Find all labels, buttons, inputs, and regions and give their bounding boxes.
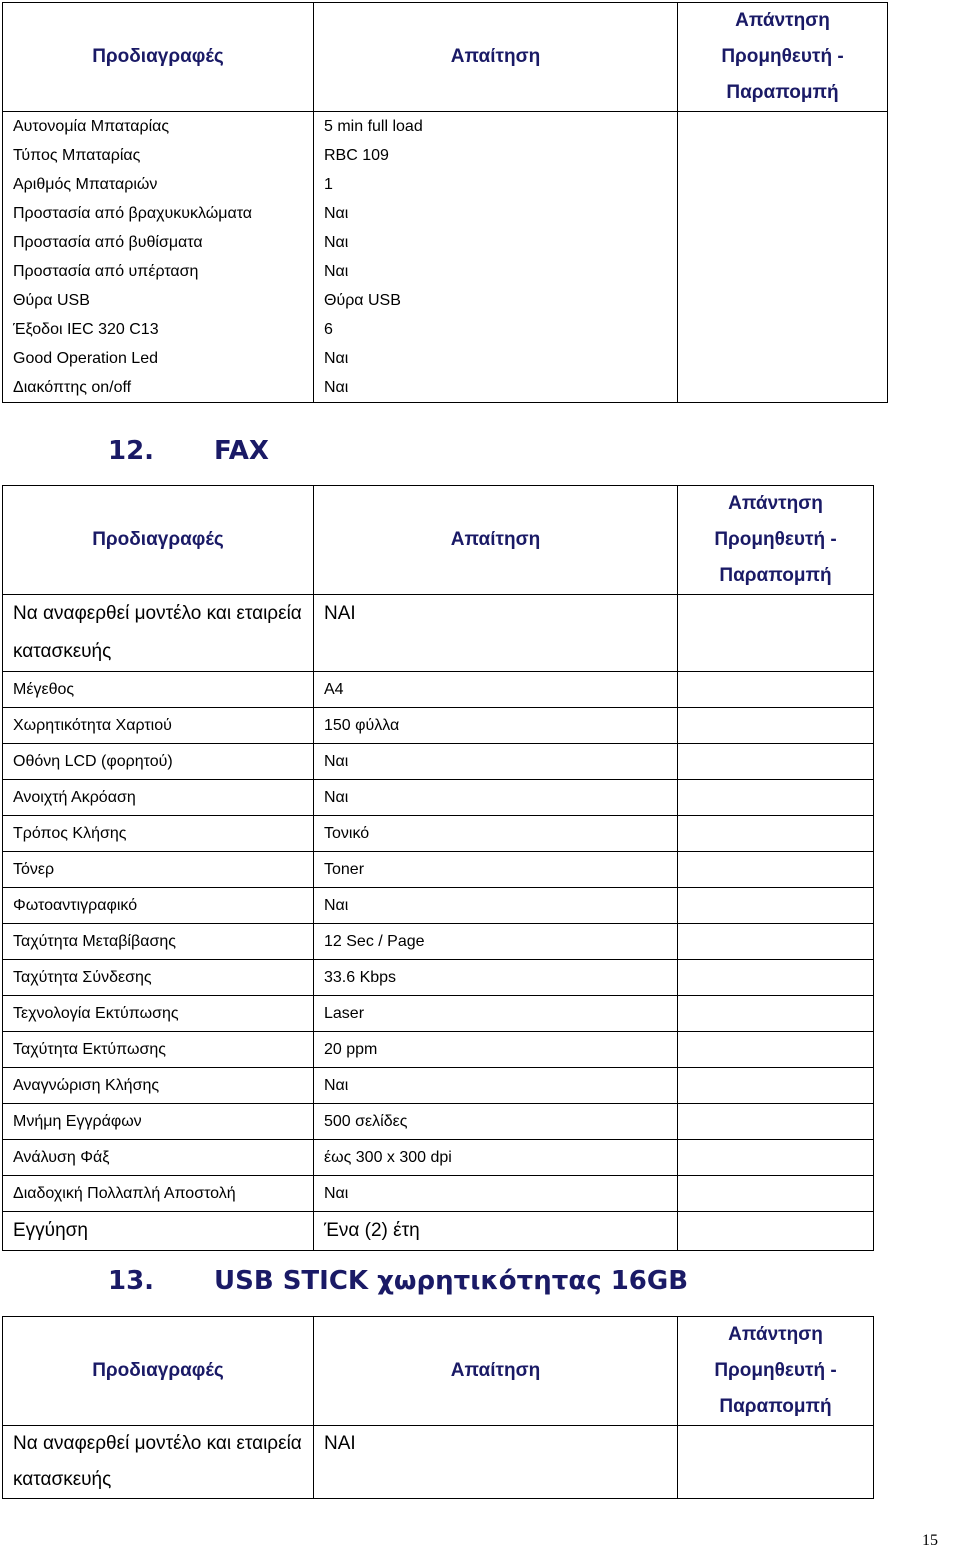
spec-label: Τρόπος Κλήσης [3,816,314,852]
table-row [3,373,888,403]
spec-label: Ανοιχτή Ακρόαση [3,780,314,816]
table-row [3,672,874,708]
spec-value: 12 Sec / Page [314,924,678,960]
spec-label: Έξοδοι IEC 320 C13 [3,315,314,344]
table-row [3,141,888,170]
table-row [3,112,888,142]
answer-cell [678,744,874,780]
spec-label: Ταχύτητα Εκτύπωσης [3,1032,314,1068]
spec-label: Μνήμη Εγγράφων [3,1104,314,1140]
section-number: 13. [108,1266,155,1296]
table-row [3,170,888,199]
spec-label: Αυτονομία Μπαταρίας [3,112,314,142]
table-row [3,816,874,852]
answer-cell [678,924,874,960]
spec-value: 150 φύλλα [314,708,678,744]
header-requirement: Απαίτηση [314,486,678,595]
header-supplier-answer: Απάντηση Προμηθευτή - Παραπομπή [678,3,888,112]
answer-cell [678,1212,874,1251]
answer-cell [678,199,888,228]
table-row [3,199,888,228]
header-supplier-answer: Απάντηση Προμηθευτή - Παραπομπή [678,1317,874,1426]
spec-value: Ναι [314,1176,678,1212]
answer-cell [678,1104,874,1140]
table-row [3,1176,874,1212]
table-row [3,1104,874,1140]
table-row [3,286,888,315]
spec-value: Ναι [314,373,678,403]
answer-cell [678,1176,874,1212]
table-row [3,1032,874,1068]
spec-value: 500 σελίδες [314,1104,678,1140]
spec-label: Αριθμός Μπαταριών [3,170,314,199]
answer-cell [678,141,888,170]
spec-value: 33.6 Kbps [314,960,678,996]
section-title: USB STICK χωρητικότητας 16GB [214,1266,689,1296]
spec-label: Ανάλυση Φάξ [3,1140,314,1176]
table-row [3,1140,874,1176]
header-requirement: Απαίτηση [314,3,678,112]
table-row [3,228,888,257]
spec-label: Χωρητικότητα Χαρτιού [3,708,314,744]
answer-cell [678,315,888,344]
spec-label: Να αναφερθεί μοντέλο και εταιρεία κατασκευής [3,595,314,672]
answer-cell [678,960,874,996]
header-supplier-answer: Απάντηση Προμηθευτή - Παραπομπή [678,486,874,595]
table-row [3,708,874,744]
answer-cell [678,170,888,199]
spec-label: Τεχνολογία Εκτύπωσης [3,996,314,1032]
page-number: 15 [922,1532,938,1549]
answer-cell [678,816,874,852]
spec-value: ΝΑΙ [314,1426,678,1499]
answer-cell [678,708,874,744]
answer-cell [678,112,888,142]
answer-cell [678,228,888,257]
answer-cell [678,1140,874,1176]
spec-value: Ναι [314,199,678,228]
spec-value: 20 ppm [314,1032,678,1068]
spec-value: Ένα (2) έτη [314,1212,678,1251]
spec-label: Good Operation Led [3,344,314,373]
spec-value: 6 [314,315,678,344]
answer-cell [678,1068,874,1104]
spec-value: 1 [314,170,678,199]
spec-value: Θύρα USB [314,286,678,315]
answer-cell [678,888,874,924]
spec-value: Laser [314,996,678,1032]
spec-value: RBC 109 [314,141,678,170]
answer-cell [678,373,888,403]
section-title: FAX [214,436,269,466]
table-row [3,1068,874,1104]
spec-value: Ναι [314,344,678,373]
spec-label: Θύρα USB [3,286,314,315]
usb-stick-spec-table [2,1316,874,1499]
table-row [3,595,874,672]
spec-label: Να αναφερθεί μοντέλο και εταιρεία κατασκευής [3,1426,314,1499]
header-specs: Προδιαγραφές [3,3,314,112]
answer-cell [678,257,888,286]
spec-label: Μέγεθος [3,672,314,708]
answer-cell [678,344,888,373]
spec-label: Προστασία από βυθίσματα [3,228,314,257]
header-specs: Προδιαγραφές [3,486,314,595]
spec-value: Ναι [314,744,678,780]
table-row [3,1212,874,1251]
spec-label: Προστασία από βραχυκυκλώματα [3,199,314,228]
spec-label: Φωτοαντιγραφικό [3,888,314,924]
table-row [3,780,874,816]
table-row [3,1426,874,1499]
answer-cell [678,996,874,1032]
spec-value: έως 300 x 300 dpi [314,1140,678,1176]
spec-value: Ναι [314,1068,678,1104]
answer-cell [678,1426,874,1499]
table-row [3,996,874,1032]
table-row [3,257,888,286]
fax-spec-table [2,485,874,1251]
section-heading-fax [108,436,269,466]
answer-cell [678,286,888,315]
spec-value: Ναι [314,228,678,257]
spec-label: Τόνερ [3,852,314,888]
spec-label: Διαδοχική Πολλαπλή Αποστολή [3,1176,314,1212]
spec-value: ΝΑΙ [314,595,678,672]
header-specs: Προδιαγραφές [3,1317,314,1426]
spec-label: Ταχύτητα Μεταβίβασης [3,924,314,960]
spec-value: Ναι [314,888,678,924]
table-row [3,924,874,960]
spec-label: Εγγύηση [3,1212,314,1251]
ups-spec-table [2,2,888,403]
spec-value: 5 min full load [314,112,678,142]
section-number: 12. [108,436,155,466]
spec-value: Toner [314,852,678,888]
table-row [3,344,888,373]
table-row [3,744,874,780]
spec-label: Οθόνη LCD (φορητού) [3,744,314,780]
answer-cell [678,595,874,672]
spec-value: Ναι [314,780,678,816]
spec-value: Ναι [314,257,678,286]
answer-cell [678,780,874,816]
spec-value: A4 [314,672,678,708]
spec-label: Αναγνώριση Κλήσης [3,1068,314,1104]
spec-value: Τονικό [314,816,678,852]
answer-cell [678,672,874,708]
table-row [3,960,874,996]
table-row [3,888,874,924]
spec-label: Ταχύτητα Σύνδεσης [3,960,314,996]
spec-label: Διακόπτης on/off [3,373,314,403]
table-row [3,315,888,344]
spec-label: Προστασία από υπέρταση [3,257,314,286]
section-heading-usb-stick [108,1266,688,1296]
header-requirement: Απαίτηση [314,1317,678,1426]
answer-cell [678,852,874,888]
answer-cell [678,1032,874,1068]
spec-label: Τύπος Μπαταρίας [3,141,314,170]
table-row [3,852,874,888]
